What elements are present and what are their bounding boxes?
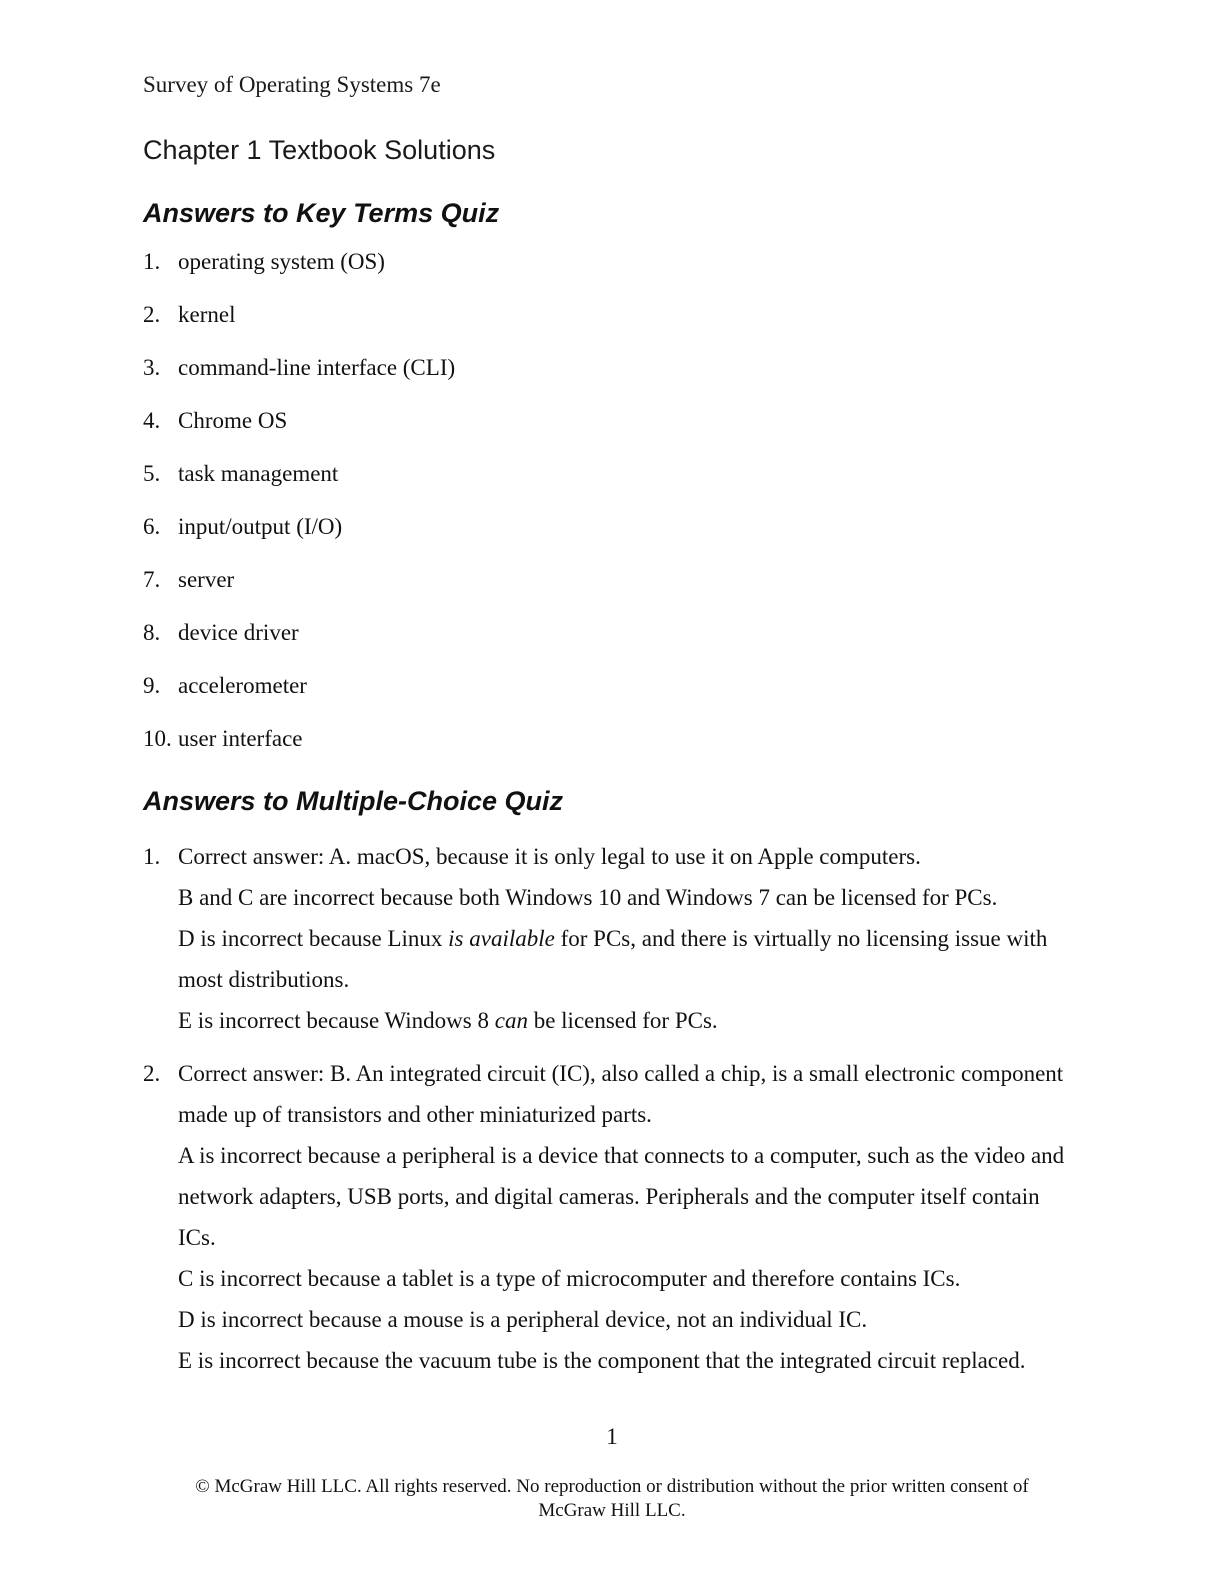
- mc-explanation: C is incorrect because a tablet is a type of microcomputer and therefore contains ICs.: [178, 1266, 961, 1291]
- mc-explanation: E is incorrect because Windows 8 can be licensed for PCs.: [178, 1008, 718, 1033]
- copyright-notice: © McGraw Hill LLC. All rights reserved. No reproduction or distribution without the prior written consent of McGraw Hill LLC.: [195, 1476, 1029, 1521]
- list-item: 10. user interface: [143, 726, 303, 751]
- page-number: 1: [606, 1424, 618, 1449]
- list-item: 6. input/output (I/O): [143, 514, 343, 539]
- list-item: 5. task management: [143, 461, 339, 486]
- list-item: 3. command-line interface (CLI): [143, 355, 456, 380]
- mc-answer-row: 2. Correct answer: B. An integrated circuit (IC), also called a chip, is a small electronic component made up of transistors and other miniaturized parts.: [143, 1061, 1064, 1127]
- list-item: 7. server: [143, 567, 235, 592]
- chapter-title: Chapter 1 Textbook Solutions: [143, 135, 496, 165]
- list-item: 9. accelerometer: [143, 673, 307, 698]
- list-item: 8. device driver: [143, 620, 299, 645]
- mc-explanation: A is incorrect because a peripheral is a device that connects to a computer, such as the video and network adapters, USB ports, and digital cameras. Peripherals and the computer itself contain ICs.: [178, 1143, 1065, 1250]
- running-header: Survey of Operating Systems 7e: [143, 72, 441, 97]
- mc-question-2: [143, 1053, 1083, 1381]
- mc-explanation: E is incorrect because the vacuum tube is the component that the integrated circuit replaced.: [178, 1348, 1026, 1373]
- multiple-choice-heading: Answers to Multiple-Choice Quiz: [143, 786, 564, 816]
- mc-explanation: B and C are incorrect because both Windows 10 and Windows 7 can be licensed for PCs.: [178, 885, 998, 910]
- list-item: 4. Chrome OS: [143, 408, 288, 433]
- mc-answer-row: 1. Correct answer: A. macOS, because it is only legal to use it on Apple computers.: [143, 844, 921, 869]
- list-item: 2. kernel: [143, 302, 236, 327]
- key-terms-list: [143, 247, 455, 777]
- mc-explanation: D is incorrect because Linux is available for PCs, and there is virtually no licensing issue with most distributions.: [178, 926, 1048, 992]
- key-terms-heading: Answers to Key Terms Quiz: [143, 198, 500, 228]
- mc-explanation: D is incorrect because a mouse is a peripheral device, not an individual IC.: [178, 1307, 868, 1332]
- mc-question-1: [143, 836, 1083, 1041]
- list-item: 1. operating system (OS): [143, 249, 385, 274]
